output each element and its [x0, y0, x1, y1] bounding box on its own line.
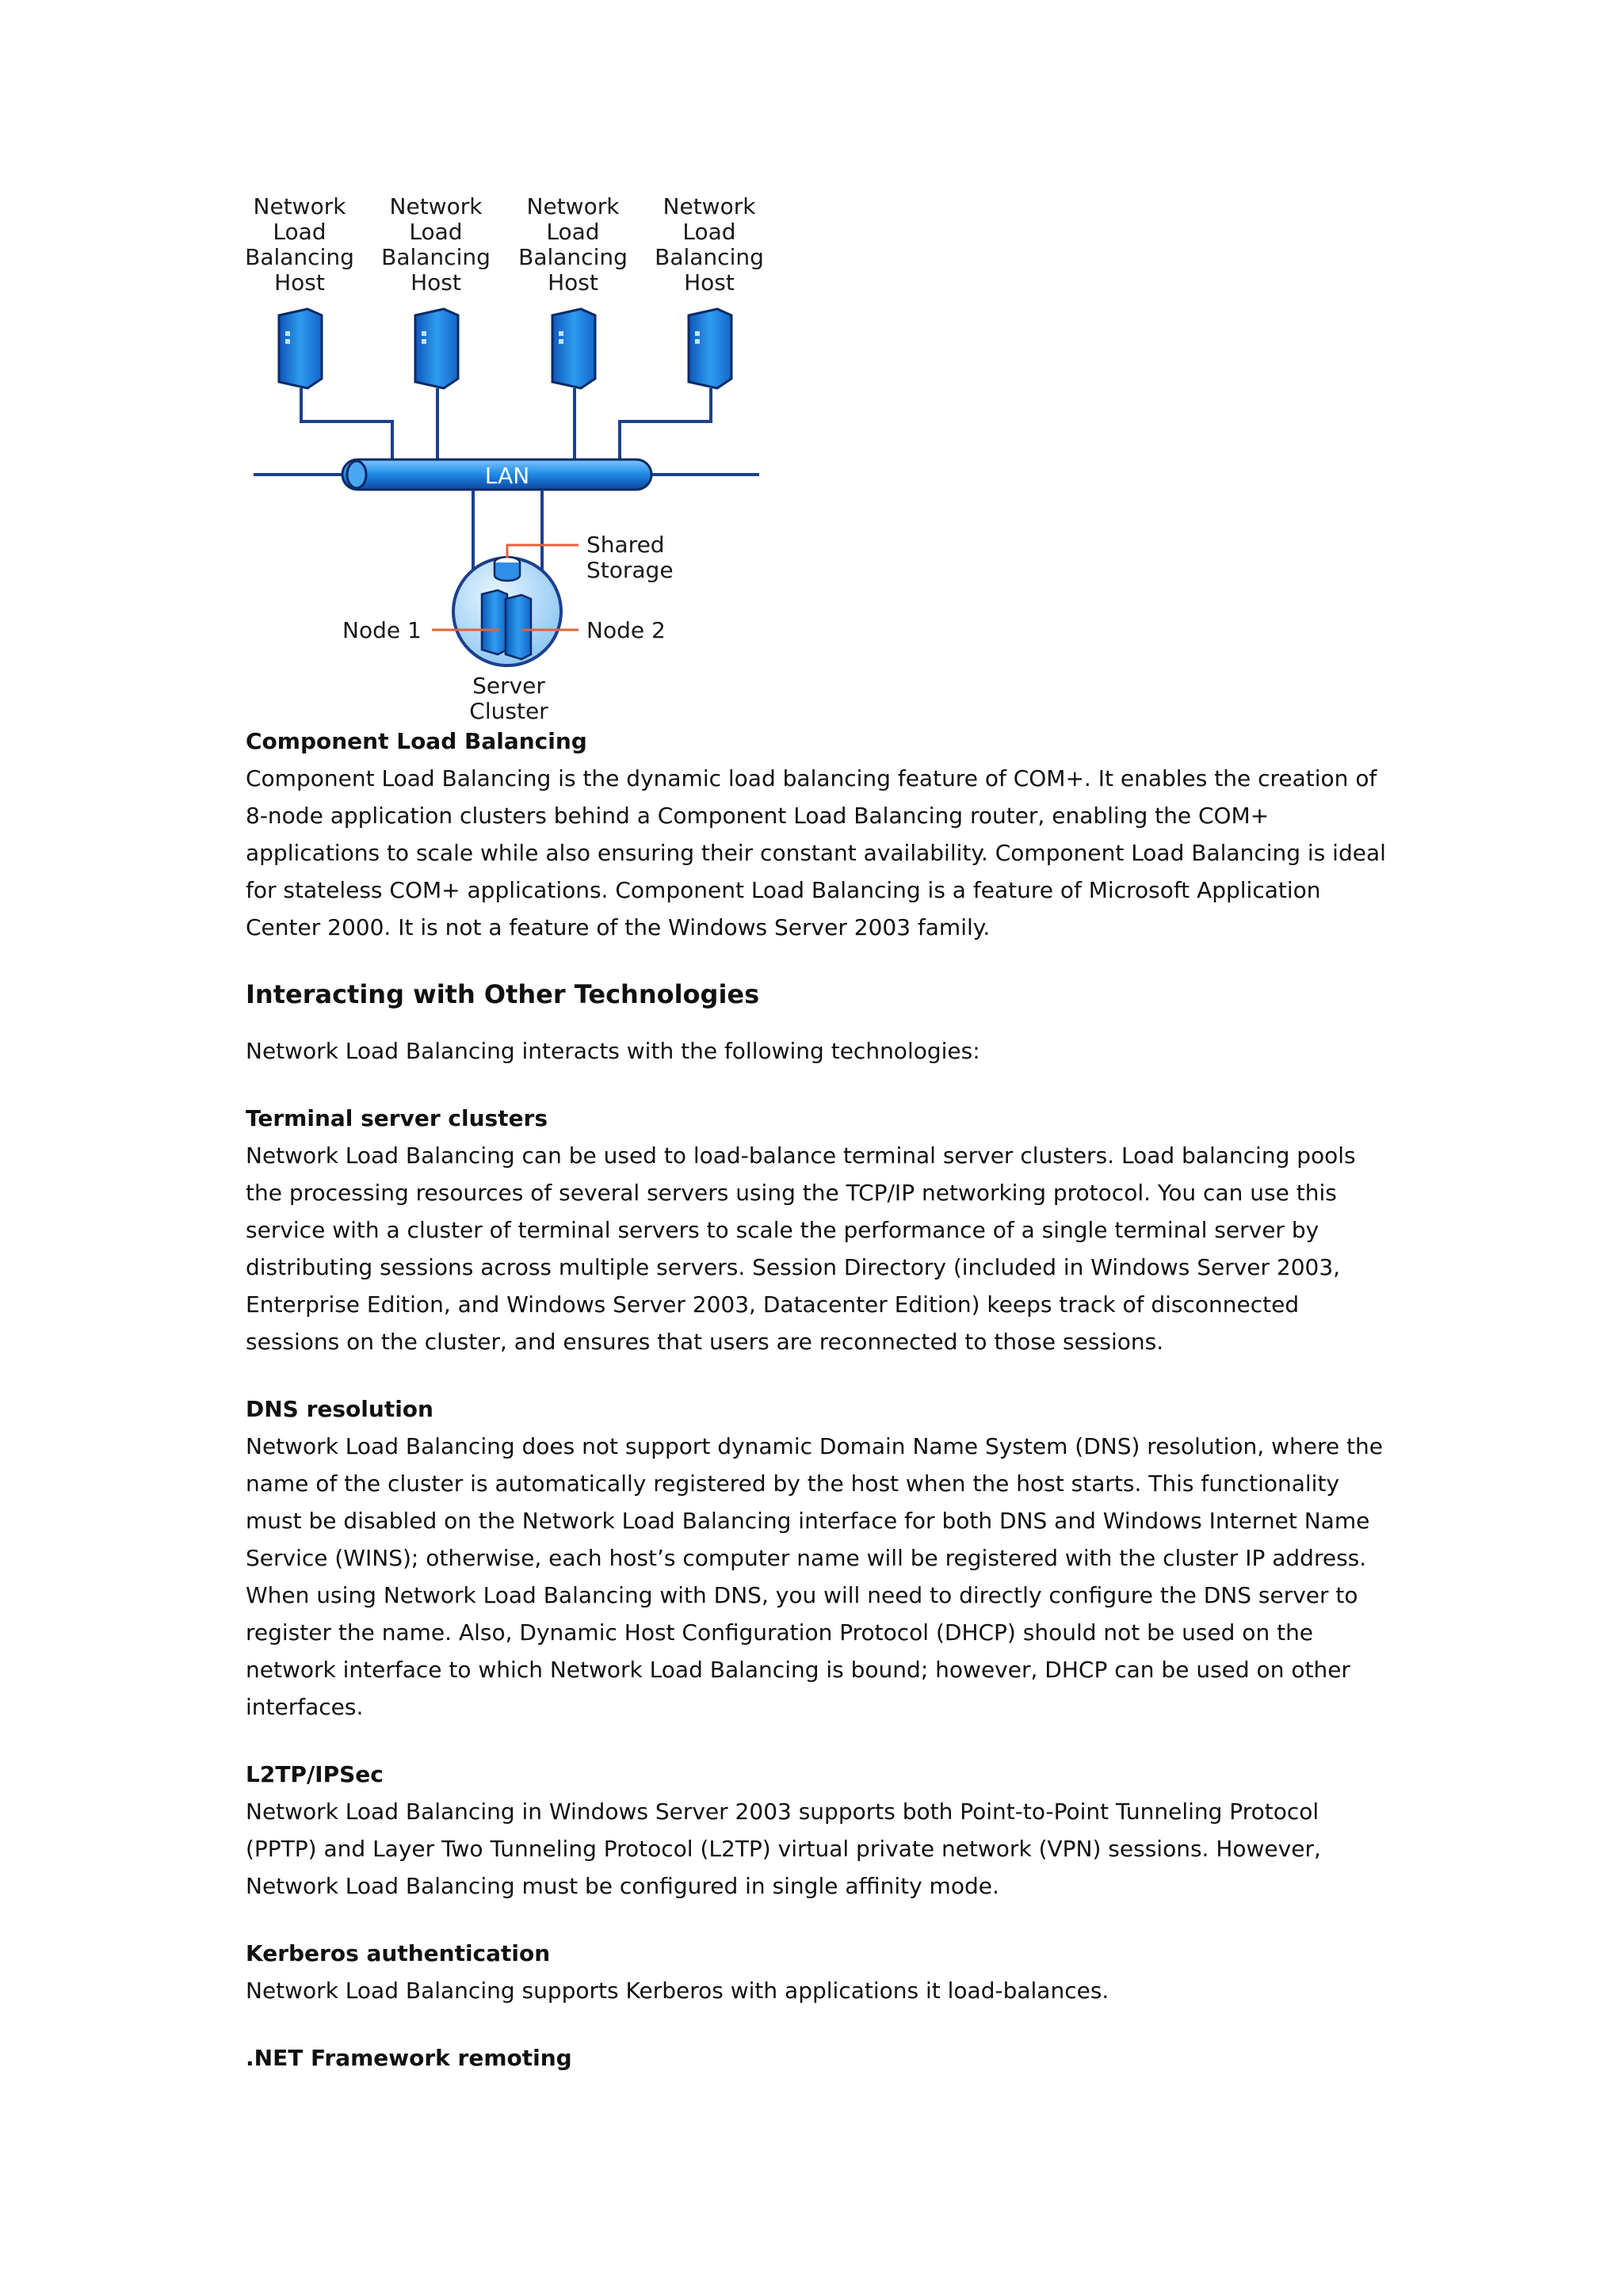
shared-storage-label: Shared	[586, 532, 665, 558]
dotnet-heading: .NET Framework remoting	[246, 2045, 572, 2071]
svg-text:Balancing: Balancing	[518, 244, 628, 270]
host-label-1	[245, 193, 354, 296]
svg-text:Load: Load	[546, 219, 600, 245]
interacting-intro: Network Load Balancing interacts with the following technologies:	[246, 1038, 980, 1064]
svg-text:Host: Host	[411, 269, 461, 296]
svg-text:Host: Host	[274, 269, 325, 296]
host-connections	[301, 388, 711, 467]
host-label-4	[655, 193, 764, 296]
svg-text:Network: Network	[526, 193, 620, 219]
svg-text:Balancing: Balancing	[655, 244, 764, 270]
l2tp-paragraph: Network Load Balancing in Windows Server 2003 supports both Point-to-Point Tunneling Protocol (PPTP) and Layer Two Tunneling Protocol (L2TP) virtual private network (VPN) sessions. However, Network Load Balancing must be configured in single affinity mode.	[246, 1798, 1321, 1899]
kerberos-heading: Kerberos authentication	[246, 1940, 551, 1966]
server-cluster-icon	[453, 557, 561, 666]
host-label-2	[381, 193, 491, 296]
svg-text:Load: Load	[682, 219, 736, 245]
clb-paragraph: Component Load Balancing is the dynamic load balancing feature of COM+. It enables the creation of 8-node application clusters behind a Component Load Balancing router, enabling the COM+ applications to scale while also ensuring their constant availability. Component Load Balancing is ideal for stateless COM+ applications. Component Load Balancing is a feature of Microsoft Application Center 2000. It is not a feature of the Windows Server 2003 family.	[246, 765, 1386, 940]
kerberos-paragraph: Network Load Balancing supports Kerberos with applications it load-balances.	[246, 1978, 1109, 2004]
nlb-diagram	[230, 182, 785, 737]
lan-bus	[342, 460, 651, 490]
svg-text:Network: Network	[389, 193, 483, 219]
server-cluster-label: Server	[472, 673, 545, 699]
dns-paragraph: Network Load Balancing does not support dynamic Domain Name System (DNS) resolution, where the name of the cluster is automatically registered by the host when the host starts. This functionality must be disabled on the Network Load Balancing interface for both DNS and Windows Internet Name Service (WINS); otherwise, each host’s computer name will be registered with the cluster IP address. When using Network Load Balancing with DNS, you will need to directly configure the DNS server to register the name. Also, Dynamic Host Configuration Protocol (DHCP) should not be used on the network interface to which Network Load Balancing is bound; however, DHCP can be used on other interfaces.	[246, 1433, 1383, 1720]
svg-text:Balancing: Balancing	[381, 244, 491, 270]
terminal-server-heading: Terminal server clusters	[246, 1105, 548, 1131]
server-icon-2	[415, 309, 458, 388]
svg-text:LAN: LAN	[484, 463, 530, 489]
server-icon-3	[552, 309, 595, 388]
svg-text:Balancing: Balancing	[245, 244, 354, 270]
svg-text:Host: Host	[684, 269, 735, 296]
host-label-3	[518, 193, 628, 296]
interacting-heading: Interacting with Other Technologies	[246, 979, 760, 1009]
svg-text:Network: Network	[663, 193, 756, 219]
server-icon-1	[279, 309, 322, 388]
terminal-server-paragraph: Network Load Balancing can be used to load-balance terminal server clusters. Load balancing pools the processing resources of several servers using the TCP/IP networking protocol. You can use this service with a cluster of terminal servers to scale the performance of a single terminal server by distributing sessions across multiple servers. Session Directory (included in Windows Server 2003, Enterprise Edition, and Windows Server 2003, Datacenter Edition) keeps track of disconnected sessions on the cluster, and ensures that users are reconnected to those sessions.	[246, 1142, 1356, 1355]
server-cluster-label-2: Cluster	[469, 698, 548, 724]
svg-text:Load: Load	[273, 219, 327, 245]
svg-text:Host: Host	[548, 269, 598, 296]
server-icon-4	[689, 309, 731, 388]
node2-label: Node 2	[586, 617, 666, 643]
l2tp-heading: L2TP/IPSec	[246, 1761, 384, 1787]
shared-storage-label-2: Storage	[586, 557, 674, 583]
document-body	[246, 723, 1387, 2077]
node1-label: Node 1	[342, 617, 422, 643]
dns-heading: DNS resolution	[246, 1396, 433, 1422]
clb-heading: Component Load Balancing	[246, 728, 587, 754]
svg-text:Network: Network	[253, 193, 346, 219]
svg-text:Load: Load	[409, 219, 463, 245]
